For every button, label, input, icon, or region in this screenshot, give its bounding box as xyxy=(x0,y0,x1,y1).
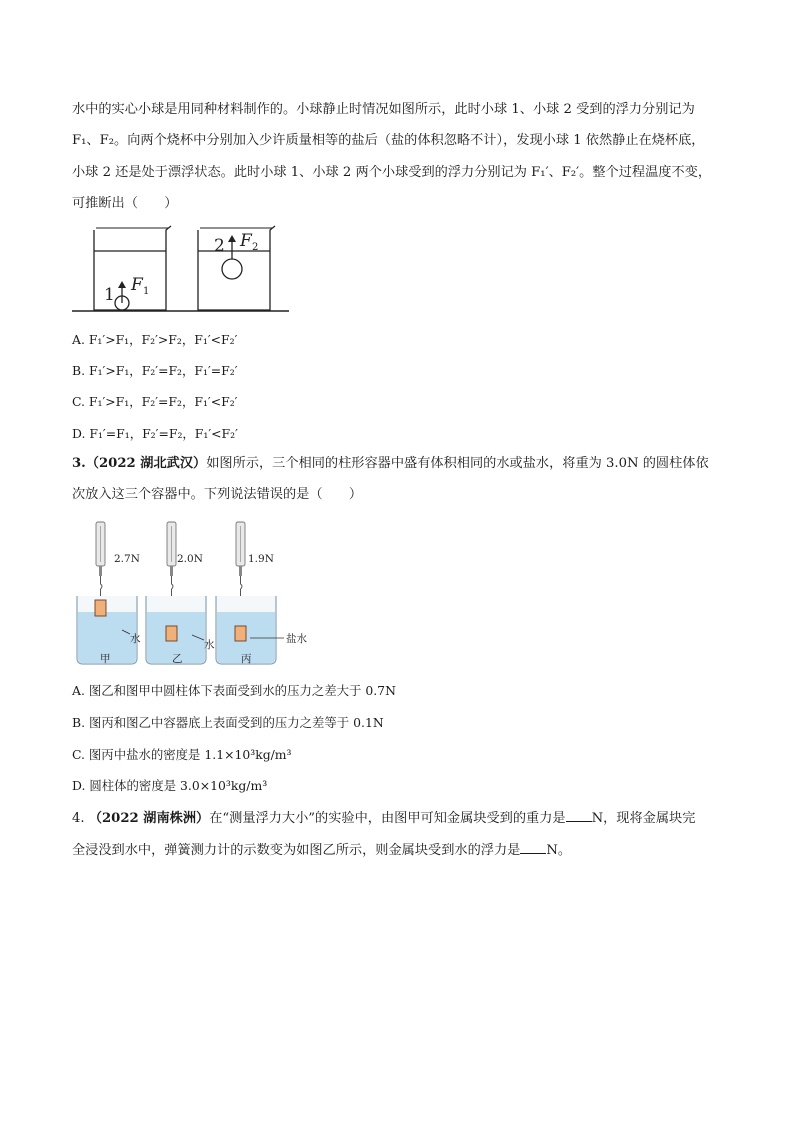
q2-beakers-figure xyxy=(70,225,295,317)
q3-number: 3. xyxy=(72,456,86,471)
ball-2 xyxy=(222,259,242,279)
beaker-label-jia: 甲 xyxy=(100,653,111,665)
ball-2-force-subscript: 2 xyxy=(252,242,259,253)
apparatus-jia xyxy=(77,522,137,664)
ball-1-force-subscript: 1 xyxy=(143,286,150,297)
liquid-label-yi: 水 xyxy=(204,639,215,651)
q3-option-a[interactable]: A. 图乙和图甲中圆柱体下表面受到水的压力之差大于 0.7N xyxy=(72,683,396,698)
q4-blank-1[interactable] xyxy=(566,809,592,822)
ball-1-number: 1 xyxy=(104,285,115,305)
q4-stem-line-1 xyxy=(72,809,695,828)
q4-number: 4. xyxy=(72,811,85,826)
q4-text-a: 在“测量浮力大小”的实验中，由图甲可知金属块受到的重力是 xyxy=(209,811,566,826)
q4-blank-2[interactable] xyxy=(520,841,546,854)
q3-spring-scale-figure xyxy=(72,518,312,670)
q2-text-line-3: 小球 2 还是处于漂浮状态。此时小球 1、小球 2 两个小球受到的浮力分别记为 F₁′、F₂′。整个过程温度不变， xyxy=(72,165,712,180)
q4-text-d: N。 xyxy=(546,843,572,858)
beaker-label-yi: 乙 xyxy=(172,653,183,665)
q3-stem-text: 如图所示，三个相同的柱形容器中盛有体积相同的水或盐水，将重为 3.0N 的圆柱体依 xyxy=(206,456,709,471)
beaker-label-bing: 丙 xyxy=(241,653,252,665)
ball-2-number: 2 xyxy=(214,236,225,256)
reading-bing: 1.9N xyxy=(248,553,274,565)
apparatus-yi xyxy=(146,522,206,664)
q4-source: （2022 湖南株洲） xyxy=(88,811,210,826)
q4-text-b: N，现将金属块完 xyxy=(591,811,696,826)
q2-option-d[interactable]: D. F₁′=F₁，F₂′=F₂，F₁′<F₂′ xyxy=(72,426,238,441)
q2-text-line-4: 可推断出（ ） xyxy=(72,196,178,211)
q3-source: （2022 湖北武汉） xyxy=(85,456,207,471)
reading-yi: 2.0N xyxy=(177,553,203,565)
force-arrowhead-1 xyxy=(118,281,126,288)
q2-option-a[interactable]: A. F₁′>F₁，F₂′>F₂，F₁′<F₂′ xyxy=(72,332,238,347)
ball-2-force-label: F xyxy=(240,231,252,251)
liquid-label-jia: 水 xyxy=(130,633,141,645)
force-arrowhead-2 xyxy=(228,235,236,242)
apparatus-bing xyxy=(216,522,284,664)
ball-1-force-label: F xyxy=(131,275,143,295)
q4-stem-line-2 xyxy=(72,841,571,860)
reading-jia: 2.7N xyxy=(114,553,140,565)
q3-stem-line-1 xyxy=(72,455,709,473)
q3-option-b[interactable]: B. 图丙和图乙中容器底上表面受到的压力之差等于 0.1N xyxy=(72,715,384,730)
q2-text-line-1: 水中的实心小球是用同种材料制作的。小球静止时情况如图所示，此时小球 1、小球 2 受到的浮力分别记为 xyxy=(72,102,695,117)
q2-text-line-2: F₁、F₂。向两个烧杯中分别加入少许质量相等的盐后（盐的体积忽略不计），发现小球 1 依然静止在烧杯底， xyxy=(72,133,705,148)
q2-option-c[interactable]: C. F₁′>F₁，F₂′=F₂，F₁′<F₂′ xyxy=(72,394,238,409)
q3-stem-line-2: 次放入这三个容器中。下列说法错误的是（ ） xyxy=(72,487,363,502)
q4-text-c: 全浸没到水中，弹簧测力计的示数变为如图乙所示，则金属块受到水的浮力是 xyxy=(72,843,521,858)
liquid-label-bing: 盐水 xyxy=(286,633,307,645)
q2-option-b[interactable]: B. F₁′>F₁，F₂′=F₂，F₁′=F₂′ xyxy=(72,363,238,378)
q3-option-c[interactable]: C. 图丙中盐水的密度是 1.1×10³kg/m³ xyxy=(72,747,292,762)
q3-option-d[interactable]: D. 圆柱体的密度是 3.0×10³kg/m³ xyxy=(72,778,268,793)
